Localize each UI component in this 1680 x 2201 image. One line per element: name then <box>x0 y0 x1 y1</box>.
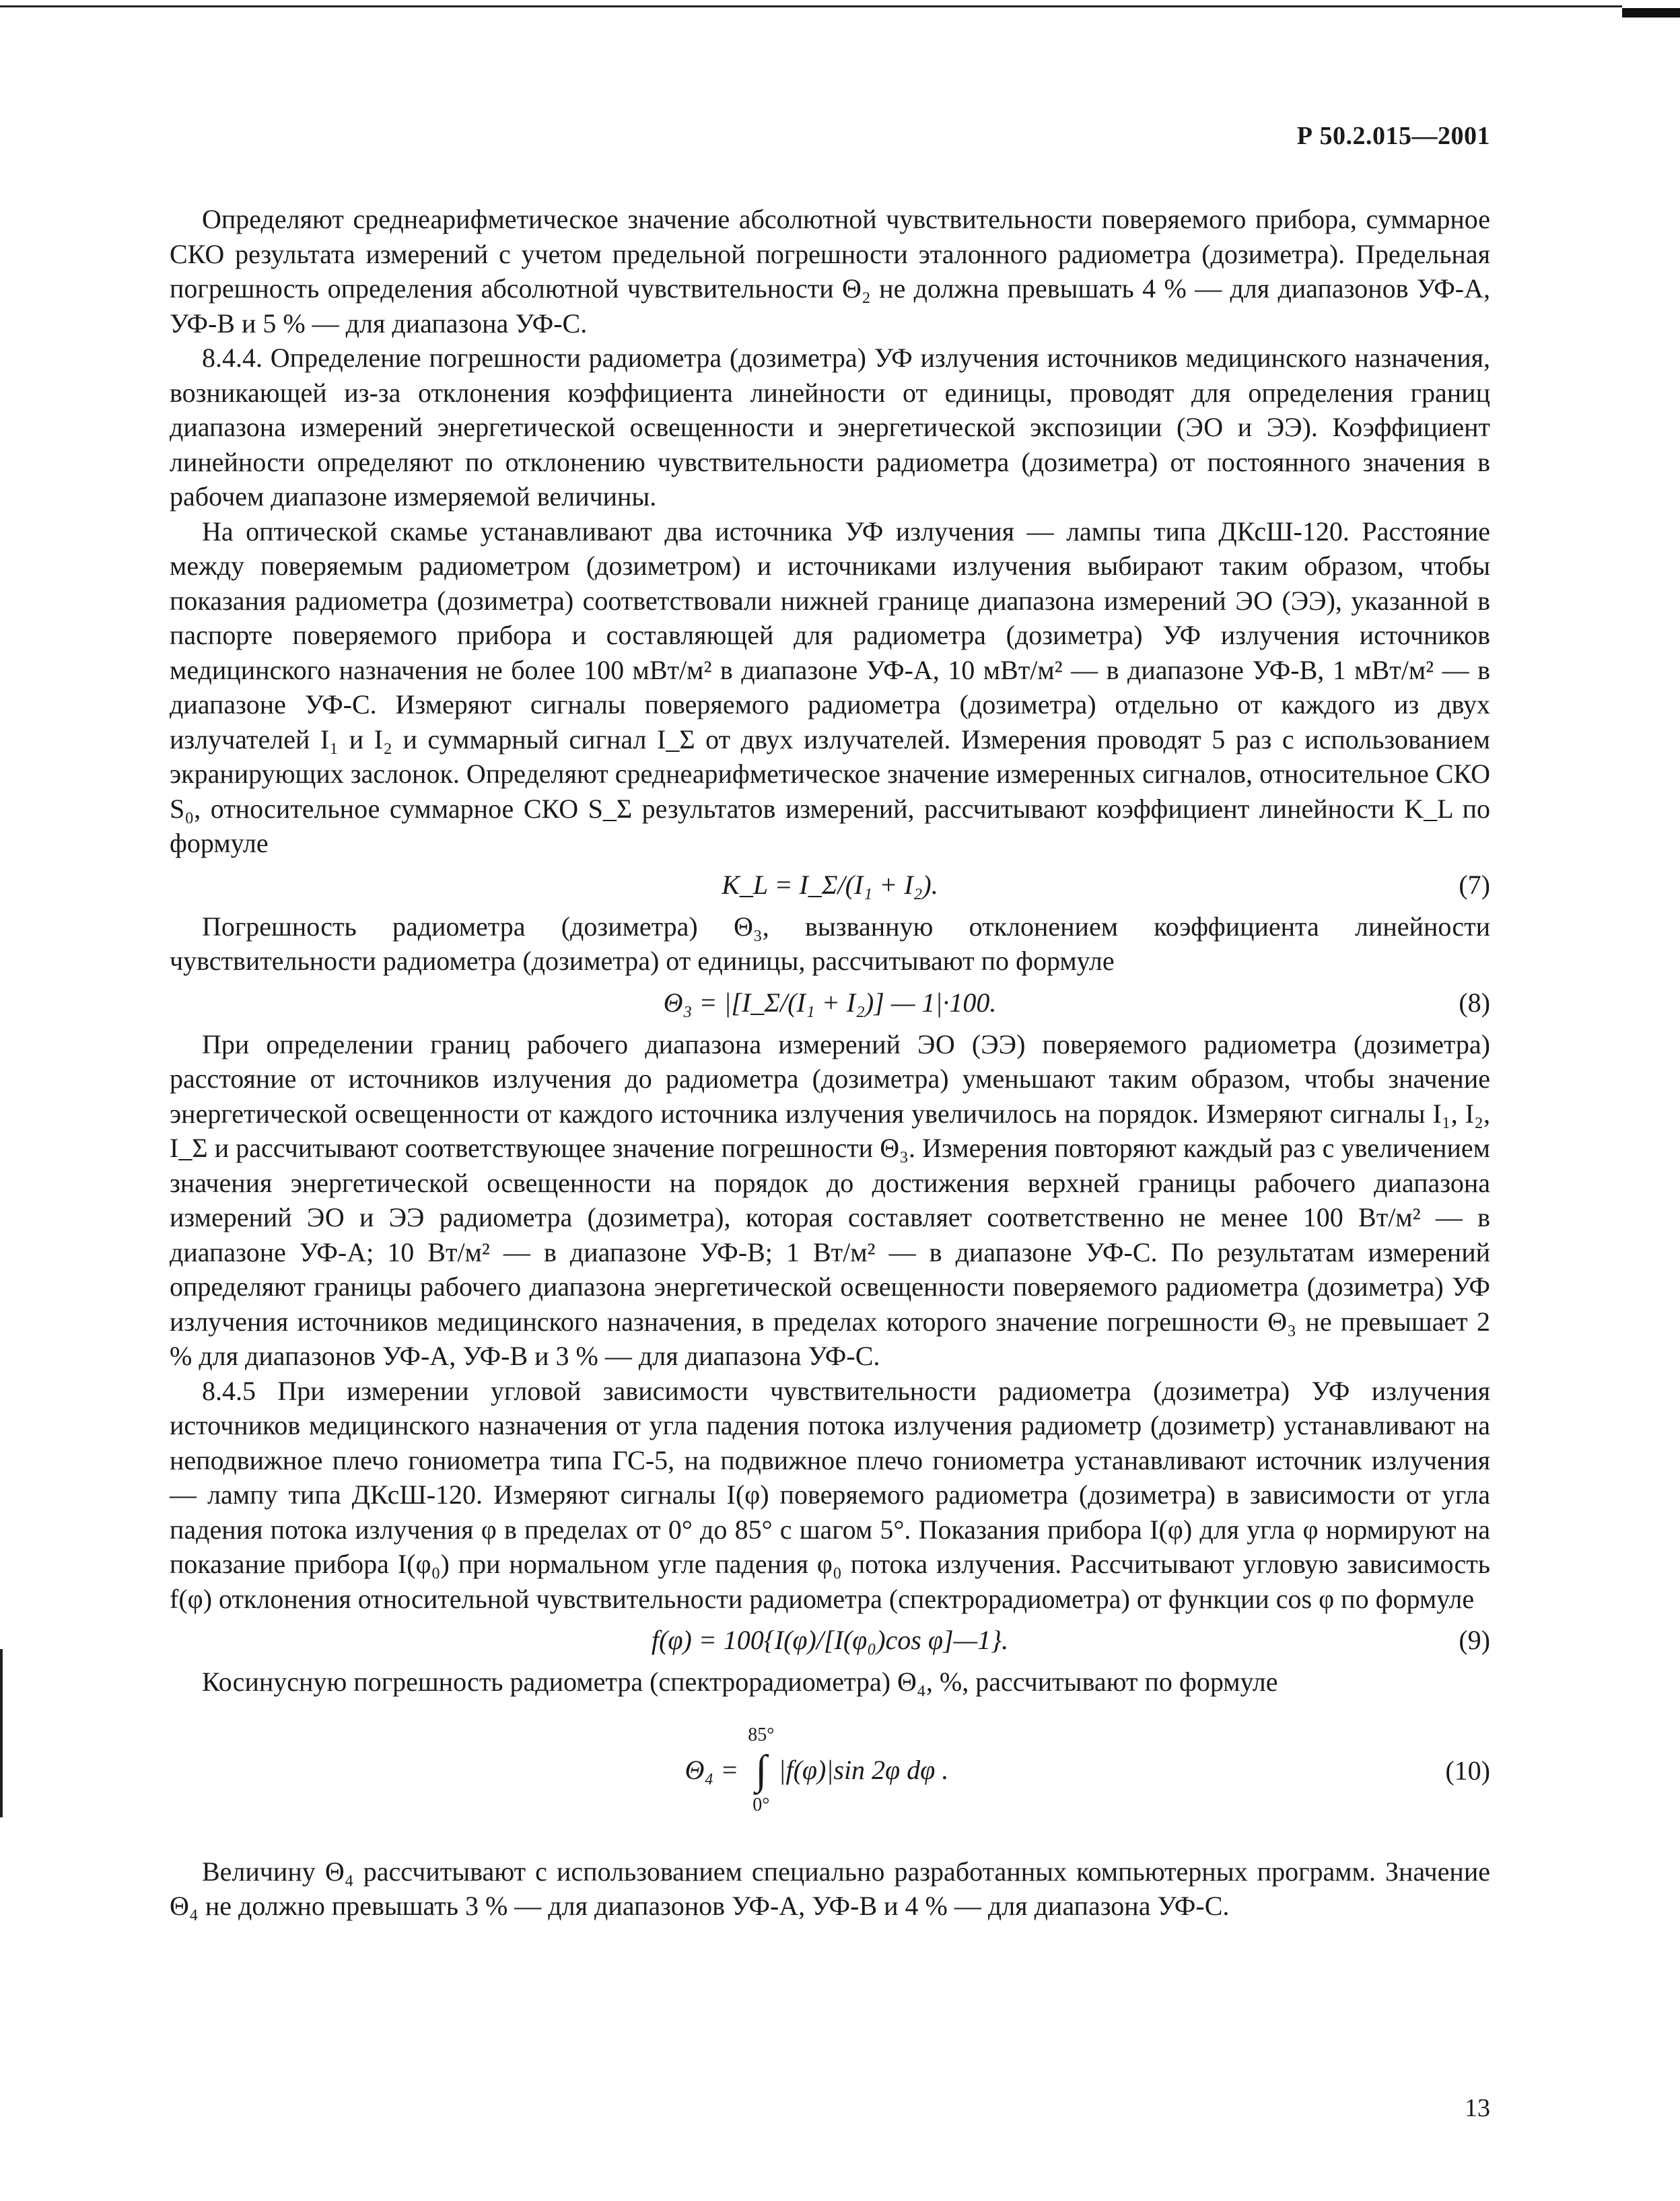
equation-10-number: (10) <box>1445 1755 1490 1786</box>
equation-8 <box>170 979 1490 1027</box>
top-border-rule <box>0 5 1622 7</box>
equation-9-formula: f(φ) = 100{I(φ)/[I(φ₀)cos φ]—1}. <box>651 1625 1009 1655</box>
equation-7 <box>170 861 1490 909</box>
paragraph-error-theta3: Погрешность радиометра (дозиметра) Θ₃, вызванную отклонением коэффициента линейности чувствительности радиометра (дозиметра) от единицы, рассчитывают по формуле <box>170 911 1490 976</box>
paragraph-8-4-4: 8.4.4. Определение погрешности радиометра (дозиметра) УФ излучения источников медицинского назначения, возникающей из-за отклонения коэффициента линейности от единицы, проводят для определения границ диапазона измерений энергетической освещенности и энергетической экспозиции (ЭО и ЭЭ). Коэффициент линейности определяют по отклонению чувствительности радиометра (дозиметра) от постоянного значения в рабочем диапазоне измеряемой величины. <box>170 343 1490 512</box>
integral-block <box>748 1725 774 1815</box>
document-designation: Р 50.2.015—2001 <box>1296 122 1490 150</box>
page-number: 13 <box>1465 2094 1490 2122</box>
equation-10-formula <box>685 1713 949 1827</box>
paragraph-8-4-5: 8.4.5 При измерении угловой зависимости чувствительности радиометра (дозиметра) УФ излучения источников медицинского назначения от угла падения потока излучения радиометр (дозиметр) устанавливают на неподвижное плечо гониометра типа ГС-5, на подвижное плечо гониометра устанавливают источник излучения — лампу типа ДКсШ-120. Измеряют сигналы I(φ) поверяемого радиометра (дозиметра) в зависимости от угла падения потока излучения φ в пределах от 0° до 85° с шагом 5°. Показания прибора I(φ) для угла φ нормируют на показание прибора I(φ₀) при нормальном угле падения φ₀ потока излучения. Рассчитывают угловую зависимость f(φ) отклонения относительной чувствительности радиометра (спектрорадиометра) от функции cos φ по формуле <box>170 1375 1490 1614</box>
equation-8-formula: Θ₃ = |[I_Σ/(I₁ + I₂)] — 1|·100. <box>663 987 997 1018</box>
integral-upper-limit: 85° <box>748 1724 775 1745</box>
top-corner-mark <box>1622 8 1680 18</box>
paragraph-range-limits: При определении границ рабочего диапазона измерений ЭО (ЭЭ) поверяемого радиометра (дозиметра) расстояние от источников излучения до радиометра (дозиметра) уменьшают таким образом, чтобы значение энергетической освещенности от каждого источника излучения увеличилось на порядок. Измеряют сигналы I₁, I₂, I_Σ и рассчитывают соответствующее значение погрешности Θ₃. Измерения повторяют каждый раз с увеличением значения энергетической освещенности на порядок до достижения верхней границы рабочего диапазона измерений ЭО и ЭЭ радиометра (дозиметра), которая составляет соответственно не менее 100 Вт/м² — в диапазоне УФ-А; 10 Вт/м² — в диапазоне УФ-В; 1 Вт/м² — в диапазоне УФ-С. По результатам измерений определяют границы рабочего диапазона энергетической освещенности поверяемого радиометра (дозиметра) УФ излучения источников медицинского назначения, в пределах которого значение погрешности Θ₃ не превышает 2 % для диапазонов УФ-А, УФ-В и 3 % — для диапазона УФ-С. <box>170 1028 1491 1371</box>
paragraph-avg-sensitivity: Определяют среднеарифметическое значение абсолютной чувствительности поверяемого прибора, суммарное СКО результата измерений с учетом предельной погрешности эталонного радиометра (дозиметра). Предельная погрешность определения абсолютной чувствительности Θ₂ не должна превышать 4 % — для диапазонов УФ-А, УФ-В и 5 % — для диапазона УФ-С. <box>170 204 1490 339</box>
equation-9-number: (9) <box>1459 1625 1490 1655</box>
left-edge-mark <box>0 1649 3 1817</box>
equation-7-formula: K_L = I_Σ/(I₁ + I₂). <box>722 869 938 900</box>
equation-7-number: (7) <box>1459 869 1490 900</box>
document-body <box>170 202 1490 1924</box>
equation-10-integrand: |f(φ)|sin 2φ dφ . <box>778 1754 949 1785</box>
paragraph-linearity-setup: На оптической скамье устанавливают два источника УФ излучения — лампы типа ДКсШ-120. Расстояние между поверяемым радиометром (дозиметром) и источниками излучения выбирают таким образом, чтобы показания радиометра (дозиметра) соответствовали нижней границе диапазона измерений ЭО (ЭЭ), указанной в паспорте поверяемого прибора и составляющей для радиометра (дозиметра) УФ излучения источников медицинского назначения не более 100 мВт/м² в диапазоне УФ-А, 10 мВт/м² — в диапазоне УФ-В, 1 мВт/м² — в диапазоне УФ-С. Измеряют сигналы поверяемого радиометра (дозиметра) отдельно от каждого из двух излучателей I₁ и I₂ и суммарный сигнал I_Σ от двух излучателей. Измерения проводят 5 раз с использованием экранирующих заслонок. Определяют среднеарифметическое значение измеренных сигналов, относительное СКО S₀, относительное суммарное СКО S_Σ результатов измерений, рассчитывают коэффициент линейности K_L по формуле <box>170 516 1490 858</box>
equation-8-number: (8) <box>1459 987 1490 1018</box>
paragraph-theta4-limits: Величину Θ₄ рассчитывают с использованием специально разработанных компьютерных программ. Значение Θ₄ не должно превышать 3 % — для диапазонов УФ-А, УФ-В и 4 % — для диапазона УФ-С. <box>170 1856 1490 1921</box>
paragraph-cosine-error: Косинусную погрешность радиометра (спектрорадиометра) Θ₄, %, рассчитывают по формуле <box>202 1667 1278 1697</box>
equation-10-lhs: Θ₄ = <box>685 1754 739 1785</box>
equation-9 <box>170 1616 1490 1665</box>
integral-sign: ∫ <box>755 1747 767 1793</box>
equation-10 <box>170 1713 1490 1827</box>
integral-lower-limit: 0° <box>753 1794 770 1815</box>
